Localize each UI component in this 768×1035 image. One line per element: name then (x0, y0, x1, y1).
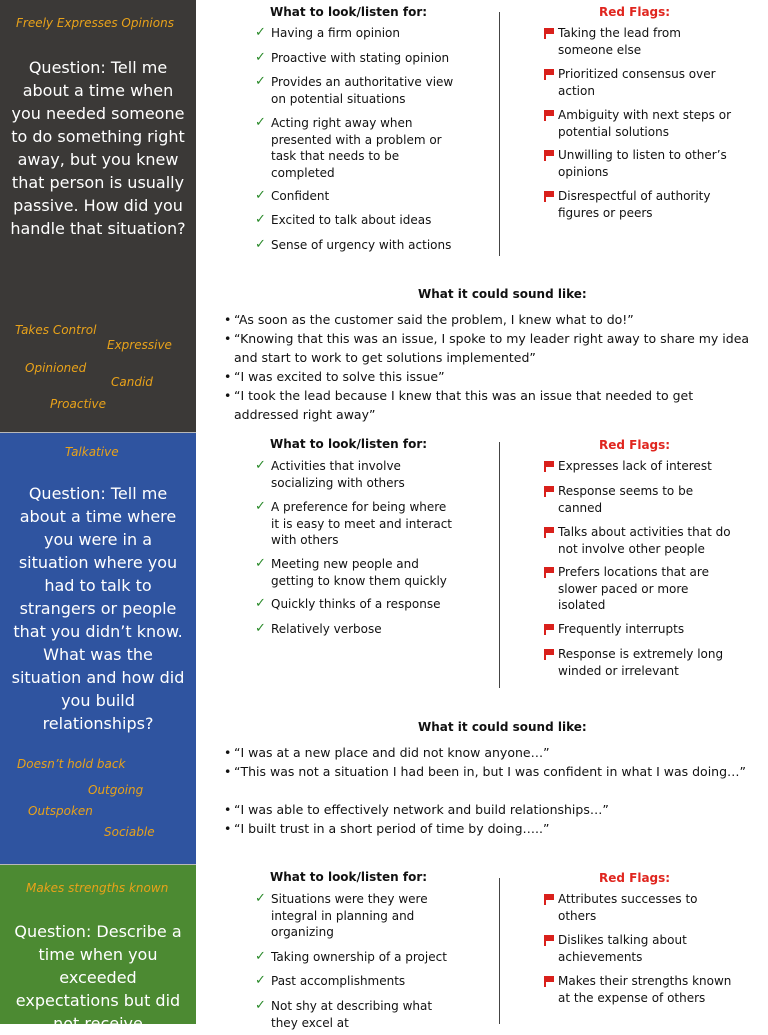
red-flag-item: Prioritized consensus over action (558, 66, 733, 99)
trait-label: Outspoken (28, 804, 93, 818)
sound-like-header: What it could sound like: (418, 287, 587, 301)
quote-item: • “I took the lead because I knew that this was an issue that needed to get addressed right away” (224, 388, 694, 422)
column-divider (499, 878, 500, 1024)
checkmark-icon: ✓ (255, 556, 266, 571)
red-flag-icon (544, 567, 554, 578)
look-item: ✓ Meeting new people and getting to know them quickly (255, 556, 447, 588)
red-flag-icon (544, 28, 554, 39)
question-text: Question: Describe a time when you exceeded expectations but did not receive (14, 922, 182, 1033)
look-item: ✓ A preference for being where it is easy to meet and interact with others (255, 499, 453, 547)
top-trait: Talkative (65, 445, 119, 459)
look-listen-header: What to look/listen for: (270, 870, 428, 884)
look-item: ✓ Quickly thinks of a response (255, 596, 441, 611)
red-flag-icon (544, 935, 554, 946)
trait-label: Sociable (104, 825, 155, 839)
look-listen-header: What to look/listen for: (270, 437, 428, 451)
checkmark-icon: ✓ (255, 50, 266, 65)
look-item: ✓ Relatively verbose (255, 621, 382, 636)
look-item: ✓ Proactive with stating opinion (255, 50, 450, 65)
column-divider (499, 12, 500, 256)
red-flag-icon (544, 110, 554, 121)
trait-label: Outgoing (88, 783, 144, 797)
checkmark-icon: ✓ (255, 188, 266, 203)
checkmark-icon: ✓ (255, 458, 266, 473)
checkmark-icon: ✓ (255, 949, 266, 964)
checkmark-icon: ✓ (255, 25, 266, 40)
look-item: ✓ Excited to talk about ideas (255, 212, 432, 227)
red-flag-item: Response seems to be canned (558, 483, 718, 516)
question-text: Question: Tell me about a time where you were in a situation where you had to talk to strangers or people that you didn’t know. What was the situation and how did you build relationships? (11, 484, 185, 733)
red-flag-item: Frequently interrupts (558, 621, 748, 638)
red-flags-header: Red Flags: (599, 438, 671, 452)
red-flag-item: Talks about activities that do not involve other people (558, 524, 753, 557)
red-flag-item: Taking the lead from someone else (558, 25, 726, 58)
checkmark-icon: ✓ (255, 115, 266, 130)
checkmark-icon: ✓ (255, 621, 266, 636)
red-flag-item: Disrespectful of authority figures or peers (558, 188, 733, 221)
red-flag-icon (544, 624, 554, 635)
checkmark-icon: ✓ (255, 237, 266, 252)
red-flag-icon (544, 150, 554, 161)
red-flag-item: Attributes successes to others (558, 891, 718, 924)
quote-item: • “As soon as the customer said the problem, I knew what to do!” (224, 312, 634, 327)
look-item: ✓ Not shy at describing what they excel at (255, 998, 433, 1030)
red-flag-item: Makes their strengths known at the expense of others (558, 973, 733, 1006)
red-flags-header: Red Flags: (599, 5, 671, 19)
section-1-sidebar (0, 0, 196, 433)
red-flag-icon (544, 976, 554, 987)
red-flag-item: Ambiguity with next steps or potential solutions (558, 107, 733, 140)
top-trait: Freely Expresses Opinions (16, 16, 174, 30)
trait-label: Candid (111, 375, 153, 389)
trait-label: Doesn’t hold back (17, 757, 126, 771)
red-flag-item: Response is extremely long winded or irrelevant (558, 646, 748, 679)
look-item: ✓ Acting right away when presented with a problem or task that needs to be completed (255, 115, 442, 180)
red-flags-header: Red Flags: (599, 871, 671, 885)
trait-label: Opinioned (25, 361, 87, 375)
red-flag-item: Unwilling to listen to other’s opinions (558, 147, 748, 180)
look-listen-header: What to look/listen for: (270, 5, 428, 19)
quote-item: • “This was not a situation I had been in, but I was confident in what I was doing…” (224, 764, 746, 779)
red-flag-item: Prefers locations that are slower paced or more isolated (558, 564, 730, 614)
red-flag-icon (544, 69, 554, 80)
look-item: ✓ Taking ownership of a project (255, 949, 447, 964)
quote-item: • “Knowing that this was an issue, I spoke to my leader right away to share my idea and start to work to get solutions implemented” (224, 331, 750, 365)
look-item: ✓ Activities that involve socializing with others (255, 458, 405, 490)
look-item: ✓ Having a firm opinion (255, 25, 400, 40)
checkmark-icon: ✓ (255, 74, 266, 89)
top-trait: Makes strengths known (26, 881, 169, 895)
look-item: ✓ Sense of urgency with actions (255, 237, 452, 252)
red-flag-icon (544, 461, 554, 472)
sound-like-header: What it could sound like: (418, 720, 587, 734)
checkmark-icon: ✓ (255, 499, 266, 514)
trait-label: Proactive (50, 397, 106, 411)
red-flag-item: Dislikes talking about achievements (558, 932, 718, 965)
red-flag-icon (544, 191, 554, 202)
red-flag-icon (544, 894, 554, 905)
trait-label: Expressive (107, 338, 172, 352)
look-item: ✓ Confident (255, 188, 330, 203)
look-item: ✓ Provides an authoritative view on potential situations (255, 74, 454, 106)
checkmark-icon: ✓ (255, 973, 266, 988)
checkmark-icon: ✓ (255, 212, 266, 227)
look-item: ✓ Past accomplishments (255, 973, 406, 988)
section-3-sidebar (0, 865, 196, 1033)
quote-item: • “I was excited to solve this issue” (224, 369, 445, 384)
checkmark-icon: ✓ (255, 998, 266, 1013)
checkmark-icon: ✓ (255, 596, 266, 611)
red-flag-icon (544, 486, 554, 497)
checkmark-icon: ✓ (255, 891, 266, 906)
section-2-sidebar (0, 433, 196, 865)
quote-item: • “I built trust in a short period of time by doing…..” (224, 821, 550, 836)
red-flag-icon (544, 527, 554, 538)
look-item: ✓ Situations were they were integral in planning and organizing (255, 891, 428, 939)
trait-label: Takes Control (15, 323, 97, 337)
red-flag-icon (544, 649, 554, 660)
column-divider (499, 442, 500, 688)
quote-item: • “I was able to effectively network and build relationships…” (224, 802, 609, 817)
quote-item: • “I was at a new place and did not know anyone…” (224, 745, 550, 760)
red-flag-item: Expresses lack of interest (558, 458, 748, 475)
question-text: Question: Tell me about a time when you needed someone to do something right away, but you knew that person is usually passive. How did you handle that situation? (10, 58, 186, 238)
